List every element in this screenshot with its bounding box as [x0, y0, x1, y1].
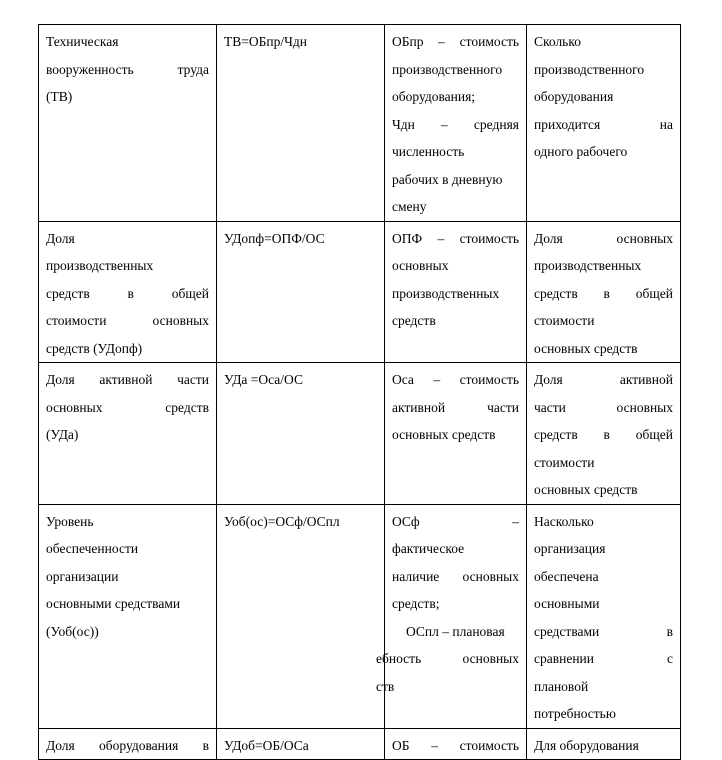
table-row [39, 25, 681, 222]
text-line: стоимости [534, 454, 595, 470]
formula-cell [217, 728, 385, 760]
formula-cell [217, 221, 385, 363]
text-line: ОБпр – стоимость [392, 34, 519, 49]
text-line: вооруженность труда [46, 61, 209, 77]
text-line: (ТВ) [46, 89, 73, 104]
formula-text: УДа =Оса/ОС [224, 372, 303, 387]
text-line: Доля активной [534, 372, 673, 387]
text-line: производственного [534, 61, 645, 77]
text-line: Доля оборудования в [46, 737, 209, 753]
text-line: рабочих в дневную [392, 171, 503, 187]
text-line: обеспеченности [46, 541, 139, 556]
formula-cell [217, 25, 385, 222]
text-line: средств в общей [534, 285, 673, 301]
text-line: Техническая [46, 34, 119, 49]
text-line: ОБ – стоимость [392, 737, 519, 753]
table-row [39, 728, 681, 760]
text-line: ОСф – [392, 513, 519, 529]
text-line: Доля [46, 230, 75, 246]
formula-text: ТВ=ОБпр/Чдн [224, 34, 307, 49]
formula-text: УДоб=ОБ/ОСа [224, 737, 309, 753]
text-line: организации [46, 568, 119, 584]
text-line: Насколько [534, 513, 594, 529]
description-cell [376, 504, 527, 728]
text-line: ебность основных [376, 651, 519, 666]
text-line: Для оборудования [534, 737, 639, 753]
description-cell [385, 728, 527, 760]
text-line: средств (УДопф) [46, 340, 143, 356]
indicator-name-cell [39, 504, 217, 728]
table-row [39, 504, 681, 728]
text-line: стоимости [534, 313, 595, 328]
formula-text: Уоб(ос)=ОСф/ОСпл [224, 513, 340, 529]
text-line: стоимости основных [46, 313, 209, 328]
text-line: оборудования; [392, 89, 476, 104]
text-line: средствами в [534, 623, 673, 639]
text-line: основных средств [392, 427, 496, 442]
text-line: численность [392, 144, 465, 159]
formula-cell [217, 504, 385, 728]
indicator-name-cell [39, 728, 217, 760]
text-line: основных [392, 258, 449, 273]
text-line: Уровень [46, 513, 94, 529]
text-line: ОСпл – плановая [406, 623, 505, 639]
description-cell [385, 25, 527, 222]
text-line: Сколько [534, 34, 581, 49]
indicators-table [38, 24, 681, 760]
text-line: основными средствами [46, 596, 181, 611]
text-line: средств; [392, 596, 440, 611]
text-line: организация [534, 541, 606, 556]
text-line: основных средств [534, 340, 638, 356]
text-line: Чдн – средняя [392, 116, 519, 132]
meaning-cell [527, 25, 681, 222]
text-line: средств в общей [46, 285, 209, 301]
text-line: части основных [534, 399, 673, 415]
table-row [39, 221, 681, 363]
text-line: плановой [534, 678, 589, 694]
indicator-name-cell [39, 221, 217, 363]
text-line: производственных [392, 285, 500, 301]
meaning-cell [527, 221, 681, 363]
text-line: средств в общей [534, 427, 673, 442]
meaning-cell [527, 363, 681, 505]
meaning-cell [527, 728, 681, 760]
table-row [39, 363, 681, 505]
text-line: оборудования [534, 89, 614, 104]
text-line: одного рабочего [534, 144, 628, 159]
text-line: основных средств [534, 482, 638, 497]
text-line: смену [392, 199, 427, 214]
formula-cell [217, 363, 385, 505]
formula-text: УДопф=ОПФ/ОС [224, 230, 325, 246]
text-line: производственного [392, 61, 503, 77]
indicator-name-cell [39, 25, 217, 222]
description-cell [385, 363, 527, 505]
text-line: обеспечена [534, 568, 599, 584]
text-line: производственных [534, 258, 642, 273]
text-line: ств [376, 678, 395, 694]
text-line: производственных [46, 258, 154, 273]
text-line: Доля основных [534, 230, 673, 246]
text-line: наличие основных [392, 568, 519, 584]
text-line: основных средств [46, 399, 209, 415]
meaning-cell [527, 504, 681, 728]
text-line: Оса – стоимость [392, 372, 519, 387]
indicator-name-cell [39, 363, 217, 505]
text-line: основными [534, 596, 600, 611]
text-line: активной части [392, 399, 519, 415]
text-line: средств [392, 313, 436, 328]
text-line: потребностью [534, 706, 616, 721]
text-line: (УДа) [46, 427, 79, 442]
text-line: (Уоб(ос)) [46, 623, 99, 639]
text-line: фактическое [392, 541, 465, 556]
description-cell [385, 221, 527, 363]
text-line: Доля активной части [46, 372, 209, 387]
text-line: сравнении с [534, 651, 673, 666]
text-line: приходится на [534, 116, 673, 132]
text-line: ОПФ – стоимость [392, 230, 519, 246]
